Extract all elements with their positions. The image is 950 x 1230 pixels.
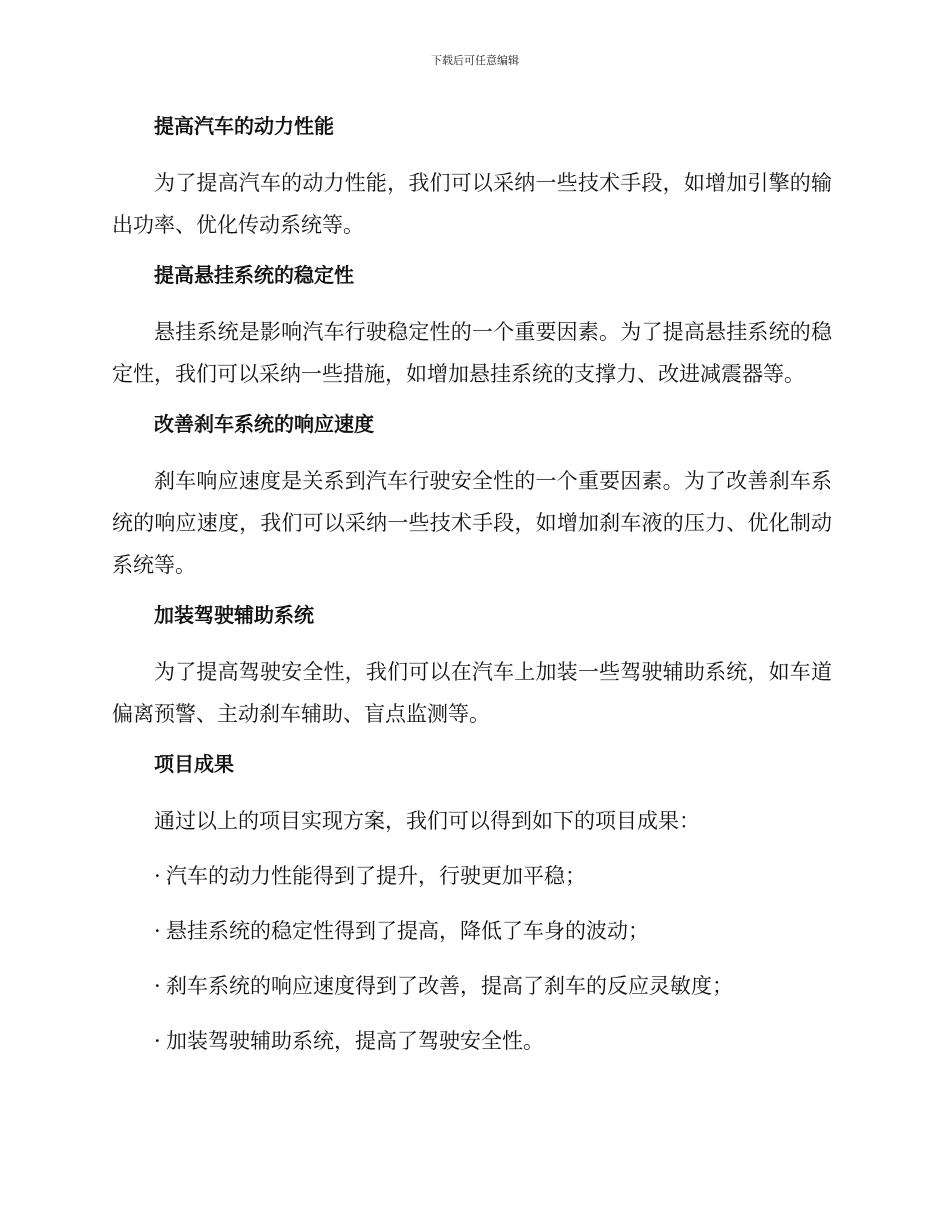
results-list-item — [112, 910, 832, 952]
results-list-item-text: 刹车系统的响应速度得到了改善，提高了刹车的反应灵敏度； — [166, 974, 733, 998]
bullet-icon: · — [154, 1029, 161, 1053]
bullet-icon: · — [154, 974, 161, 998]
results-list-item-text: 悬挂系统的稳定性得到了提高，降低了车身的波动； — [166, 919, 649, 943]
section-paragraph-brake: 刹车响应速度是关系到汽车行驶安全性的一个重要因素。为了改善刹车系统的响应速度，我们可以采纳一些技术手段，如增加刹车液的压力、优化制动系统等。 — [112, 469, 832, 577]
results-list-item-text: 汽车的动力性能得到了提升，行驶更加平稳； — [166, 864, 586, 888]
bullet-icon: · — [154, 919, 161, 943]
page-header: 下载后可任意编辑 — [431, 54, 519, 67]
section-paragraph-suspension: 悬挂系统是影响汽车行驶稳定性的一个重要因素。为了提高悬挂系统的稳定性，我们可以采纳一些措施，如增加悬挂系统的支撑力、改进减震器等。 — [112, 320, 832, 386]
section-heading-suspension: 提高悬挂系统的稳定性 — [154, 263, 354, 287]
section-heading-power: 提高汽车的动力性能 — [154, 114, 334, 138]
section-heading-brake: 改善刹车系统的响应速度 — [154, 412, 374, 436]
section-heading-driver-assist: 加装驾驶辅助系统 — [154, 603, 314, 627]
results-list-item — [112, 1020, 832, 1062]
section-paragraph-power: 为了提高汽车的动力性能，我们可以采纳一些技术手段，如增加引擎的输出功率、优化传动系统等。 — [112, 171, 832, 237]
results-heading: 项目成果 — [154, 752, 234, 776]
section-paragraph-driver-assist: 为了提高驾驶安全性，我们可以在汽车上加装一些驾驶辅助系统，如车道偏离预警、主动刹车辅助、盲点监测等。 — [112, 660, 832, 726]
results-list-item — [112, 855, 832, 897]
bullet-icon: · — [154, 864, 161, 888]
results-list-item — [112, 965, 832, 1007]
document-body — [112, 110, 832, 1075]
results-intro: 通过以上的项目实现方案，我们可以得到如下的项目成果： — [154, 809, 700, 833]
results-list-item-text: 加装驾驶辅助系统，提高了驾驶安全性。 — [166, 1029, 544, 1053]
